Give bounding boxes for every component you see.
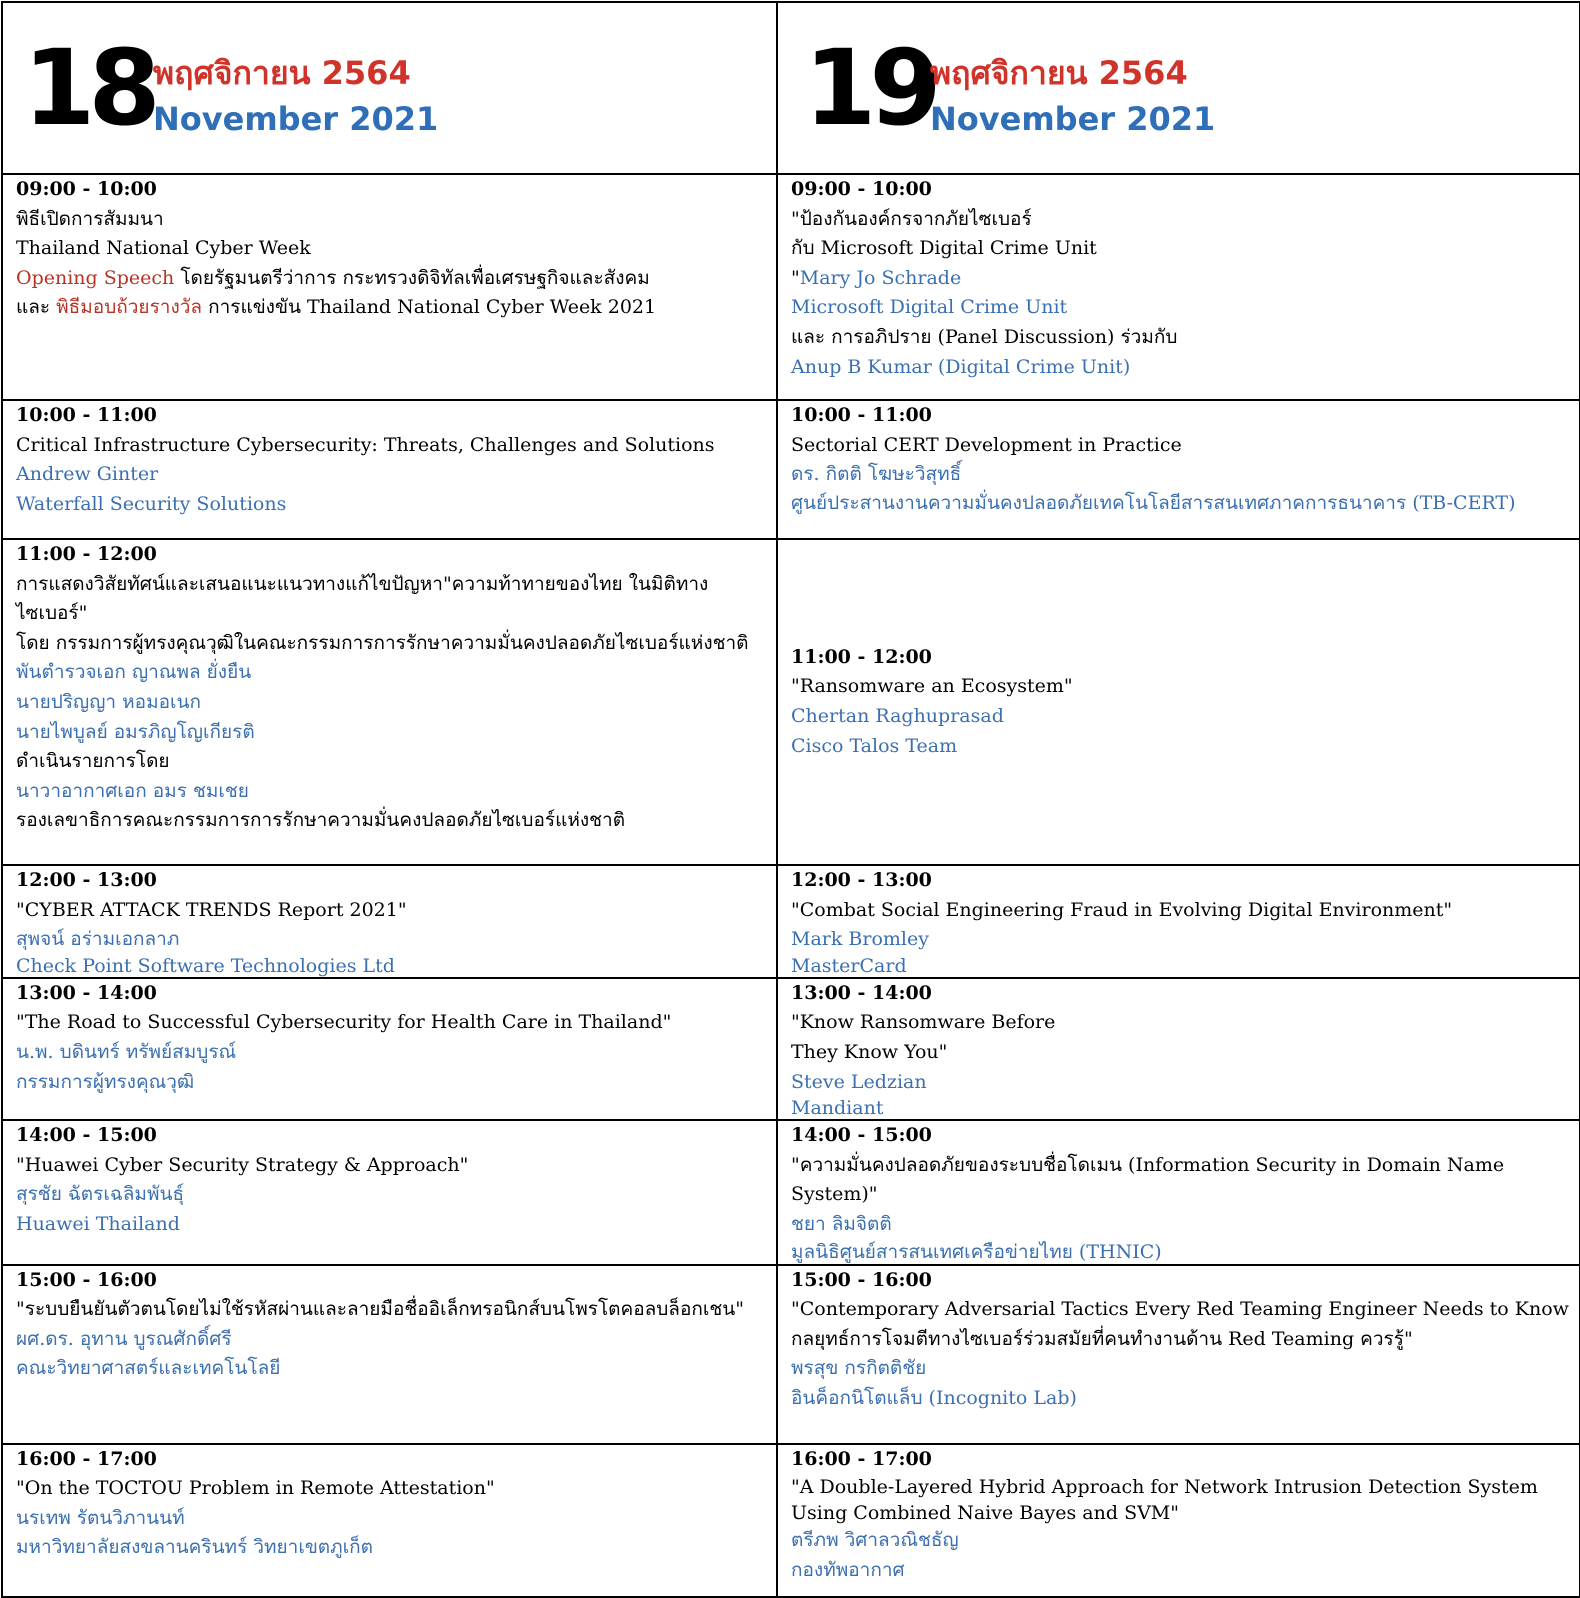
session-title: พิธีเปิดการสัมมนา (16, 207, 164, 230)
speaker-name: Chertan Raghuprasad (791, 705, 1004, 727)
session-title: "Know Ransomware Before (791, 1011, 1056, 1034)
session-day2 (777, 1444, 1580, 1597)
session-title: "CYBER ATTACK TRENDS Report 2021" (16, 898, 407, 921)
session-day2 (777, 174, 1580, 400)
closing-quote: " (791, 266, 800, 289)
session-day1 (2, 1120, 777, 1264)
session-time: 15:00 - 16:00 (791, 1268, 932, 1291)
session-row (2, 1444, 1580, 1597)
session-title: "A Double-Layered Hybrid Approach for Network Intrusion Detection System Using Combined Naive Bayes and SVM" (791, 1476, 1538, 1525)
session-row (2, 539, 1580, 865)
session-time: 14:00 - 15:00 (791, 1124, 932, 1147)
speaker-name: Mark Bromley (791, 928, 929, 951)
session-time: 12:00 - 13:00 (16, 869, 157, 891)
award-suffix: การแข่งขัน Thailand National Cyber Week 2021 (202, 296, 657, 319)
session-title: Sectorial CERT Development in Practice (791, 433, 1182, 456)
speaker-name: Steve Ledzian (791, 1070, 927, 1093)
speaker-org: Huawei Thailand (16, 1212, 180, 1235)
award-prefix: และ (16, 296, 57, 319)
speaker-name: พรสุข กรกิตติชัย (791, 1357, 927, 1380)
speaker-line (791, 264, 1579, 294)
speaker-name: Andrew Ginter (16, 463, 159, 486)
session-row (2, 400, 1580, 539)
speaker-name: ผศ.ดร. อุทาน บูรณศักดิ์ศรี (16, 1327, 232, 1350)
session-time: 12:00 - 13:00 (791, 869, 932, 891)
session-row (2, 978, 1580, 1120)
session-by: โดย กรรมการผู้ทรงคุณวุฒิในคณะกรรมการการรักษาความมั่นคงปลอดภัยไซเบอร์แห่งชาติ (16, 631, 749, 654)
session-day1 (2, 539, 777, 865)
speaker-org: Waterfall Security Solutions (16, 492, 287, 515)
session-title: "Contemporary Adversarial Tactics Every Red Teaming Engineer Needs to Know กลยุทธ์การโจมตีทางไซเบอร์ร่วมสมัยที่คนทำงานด้าน Red Teaming ควรรู้" (791, 1298, 1569, 1350)
session-day1 (2, 1444, 777, 1597)
speaker-org: ศูนย์ประสานงานความมั่นคงปลอดภัยเทคโนโลยีสารสนเทศภาคการธนาคาร (TB-CERT) (791, 491, 1516, 514)
speaker-org: มูลนิธิศูนย์สารสนเทศเครือข่ายไทย (THNIC) (791, 1240, 1162, 1263)
date-header-day1 (2, 2, 777, 174)
moderator-label: ดำเนินรายการโดย (16, 750, 170, 773)
speaker-name: สุรชัย ฉัตรเฉลิมพันธุ์ (16, 1183, 185, 1206)
session-row (2, 1120, 1580, 1264)
session-time: 10:00 - 11:00 (791, 404, 932, 426)
session-title: "ระบบยืนยันตัวตนโดยไม่ใช้รหัสผ่านและลายมือชื่ออิเล็กทรอนิกส์บนโพรโตคอลบล็อกเชน" (16, 1298, 744, 1321)
speaker-name: สุพจน์ อร่ามเอกลาภ (16, 928, 180, 951)
session-day1 (2, 978, 777, 1120)
month-english: November 2021 (930, 100, 1216, 138)
opening-speech-line (16, 264, 776, 294)
session-title: "Huawei Cyber Security Strategy & Approach" (16, 1153, 469, 1176)
speaker-org: กองทัพอากาศ (791, 1558, 905, 1581)
speaker-org: อินค็อกนิโตแล็บ (Incognito Lab) (791, 1386, 1077, 1409)
panelist-name: Anup B Kumar (Digital Crime Unit) (791, 355, 1131, 378)
session-day1 (2, 400, 777, 539)
session-day2 (777, 865, 1580, 978)
session-title: "The Road to Successful Cybersecurity for Health Care in Thailand" (16, 1011, 672, 1034)
session-day2 (777, 1120, 1580, 1264)
day-number: 19 (804, 27, 935, 149)
speaker-org: Mandiant (791, 1097, 884, 1120)
session-day2 (777, 400, 1580, 539)
speaker-org: Microsoft Digital Crime Unit (791, 296, 1068, 319)
speaker-name: ตรีภพ วิศาลวณิชธัญ (791, 1529, 959, 1552)
session-row (2, 174, 1580, 400)
speaker-name: นายปริญญา หอมอเนก (16, 690, 201, 713)
speaker-org: MasterCard (791, 954, 907, 977)
month-thai: พฤศจิกายน 2564 (930, 54, 1188, 92)
speaker-org: กรรมการผู้ทรงคุณวุฒิ (16, 1070, 195, 1093)
speaker-name: ดร. กิตติ โฆษะวิสุทธิ์ (791, 463, 962, 486)
speaker-org: คณะวิทยาศาสตร์และเทคโนโลยี (16, 1357, 281, 1380)
opening-speech-label: Opening Speech (16, 266, 175, 289)
session-title: การแสดงวิสัยทัศน์และเสนอแนะแนวทางแก้ไขปัญหา"ความท้าทายของไทย ในมิติทางไซเบอร์" (16, 572, 709, 625)
session-day1 (2, 1265, 777, 1444)
session-day1 (2, 865, 777, 978)
opening-speech-by: โดยรัฐมนตรีว่าการ กระทรวงดิจิทัลเพื่อเศรษฐกิจและสังคม (174, 266, 650, 289)
session-time: 16:00 - 17:00 (16, 1447, 157, 1470)
award-line (16, 293, 776, 323)
panel-discussion: และ การอภิปราย (Panel Discussion) ร่วมกับ (791, 325, 1178, 348)
session-row (2, 1265, 1580, 1444)
session-time: 11:00 - 12:00 (16, 543, 157, 565)
session-subtitle: Thailand National Cyber Week (16, 237, 311, 260)
session-title: "Ransomware an Ecosystem" (791, 675, 1073, 698)
award-label: พิธีมอบถ้วยรางวัล (56, 296, 203, 319)
speaker-name: นายไพบูลย์ อมรภิญโญเกียรติ (16, 720, 255, 743)
month-thai: พฤศจิกายน 2564 (153, 54, 411, 92)
month-english: November 2021 (153, 100, 439, 138)
speaker-name: ชยา ลิมจิตติ (791, 1212, 892, 1235)
speaker-org: Check Point Software Technologies Ltd (16, 954, 395, 977)
speaker-name: พันตำรวจเอก ญาณพล ยั่งยืน (16, 661, 252, 684)
speaker-name: น.พ. บดินทร์ ทรัพย์สมบูรณ์ (16, 1040, 237, 1063)
date-header-row (2, 2, 1580, 174)
moderator-name: นาวาอากาศเอก อมร ชมเชย (16, 779, 249, 802)
session-title: "ป้องกันองค์กรจากภัยไซเบอร์ (791, 207, 1032, 230)
session-title-cont: They Know You" (791, 1040, 948, 1063)
session-title: "Combat Social Engineering Fraud in Evolving Digital Environment" (791, 898, 1453, 921)
session-day2 (777, 978, 1580, 1120)
session-day1 (2, 174, 777, 400)
schedule-table (1, 1, 1580, 1598)
moderator-role: รองเลขาธิการคณะกรรมการการรักษาความมั่นคงปลอดภัยไซเบอร์แห่งชาติ (16, 809, 626, 832)
session-time: 10:00 - 11:00 (16, 404, 157, 426)
speaker-name: นรเทพ รัตนวิภานนท์ (16, 1506, 185, 1529)
speaker-org: มหาวิทยาลัยสงขลานครินทร์ วิทยาเขตภูเก็ต (16, 1536, 374, 1559)
session-time: 11:00 - 12:00 (791, 645, 932, 668)
session-time: 14:00 - 15:00 (16, 1124, 157, 1147)
session-title: "ความมั่นคงปลอดภัยของระบบชื่อโดเมน (Information Security in Domain Name System)" (791, 1153, 1505, 1206)
date-header-day2 (777, 2, 1580, 174)
session-day2 (777, 539, 1580, 865)
session-title: "On the TOCTOU Problem in Remote Attestation" (16, 1477, 495, 1500)
session-time: 15:00 - 16:00 (16, 1268, 157, 1291)
session-time: 16:00 - 17:00 (791, 1447, 932, 1470)
session-time: 09:00 - 10:00 (16, 178, 157, 200)
speaker-org: Cisco Talos Team (791, 734, 958, 757)
session-title: Critical Infrastructure Cybersecurity: Threats, Challenges and Solutions (16, 433, 715, 456)
session-day2 (777, 1265, 1580, 1444)
day-number: 18 (23, 27, 154, 149)
session-row (2, 865, 1580, 978)
session-time: 13:00 - 14:00 (16, 981, 157, 1004)
session-time: 13:00 - 14:00 (791, 981, 932, 1004)
session-title-cont: กับ Microsoft Digital Crime Unit (791, 237, 1097, 260)
session-time: 09:00 - 10:00 (791, 178, 932, 200)
speaker-name: Mary Jo Schrade (799, 266, 962, 289)
